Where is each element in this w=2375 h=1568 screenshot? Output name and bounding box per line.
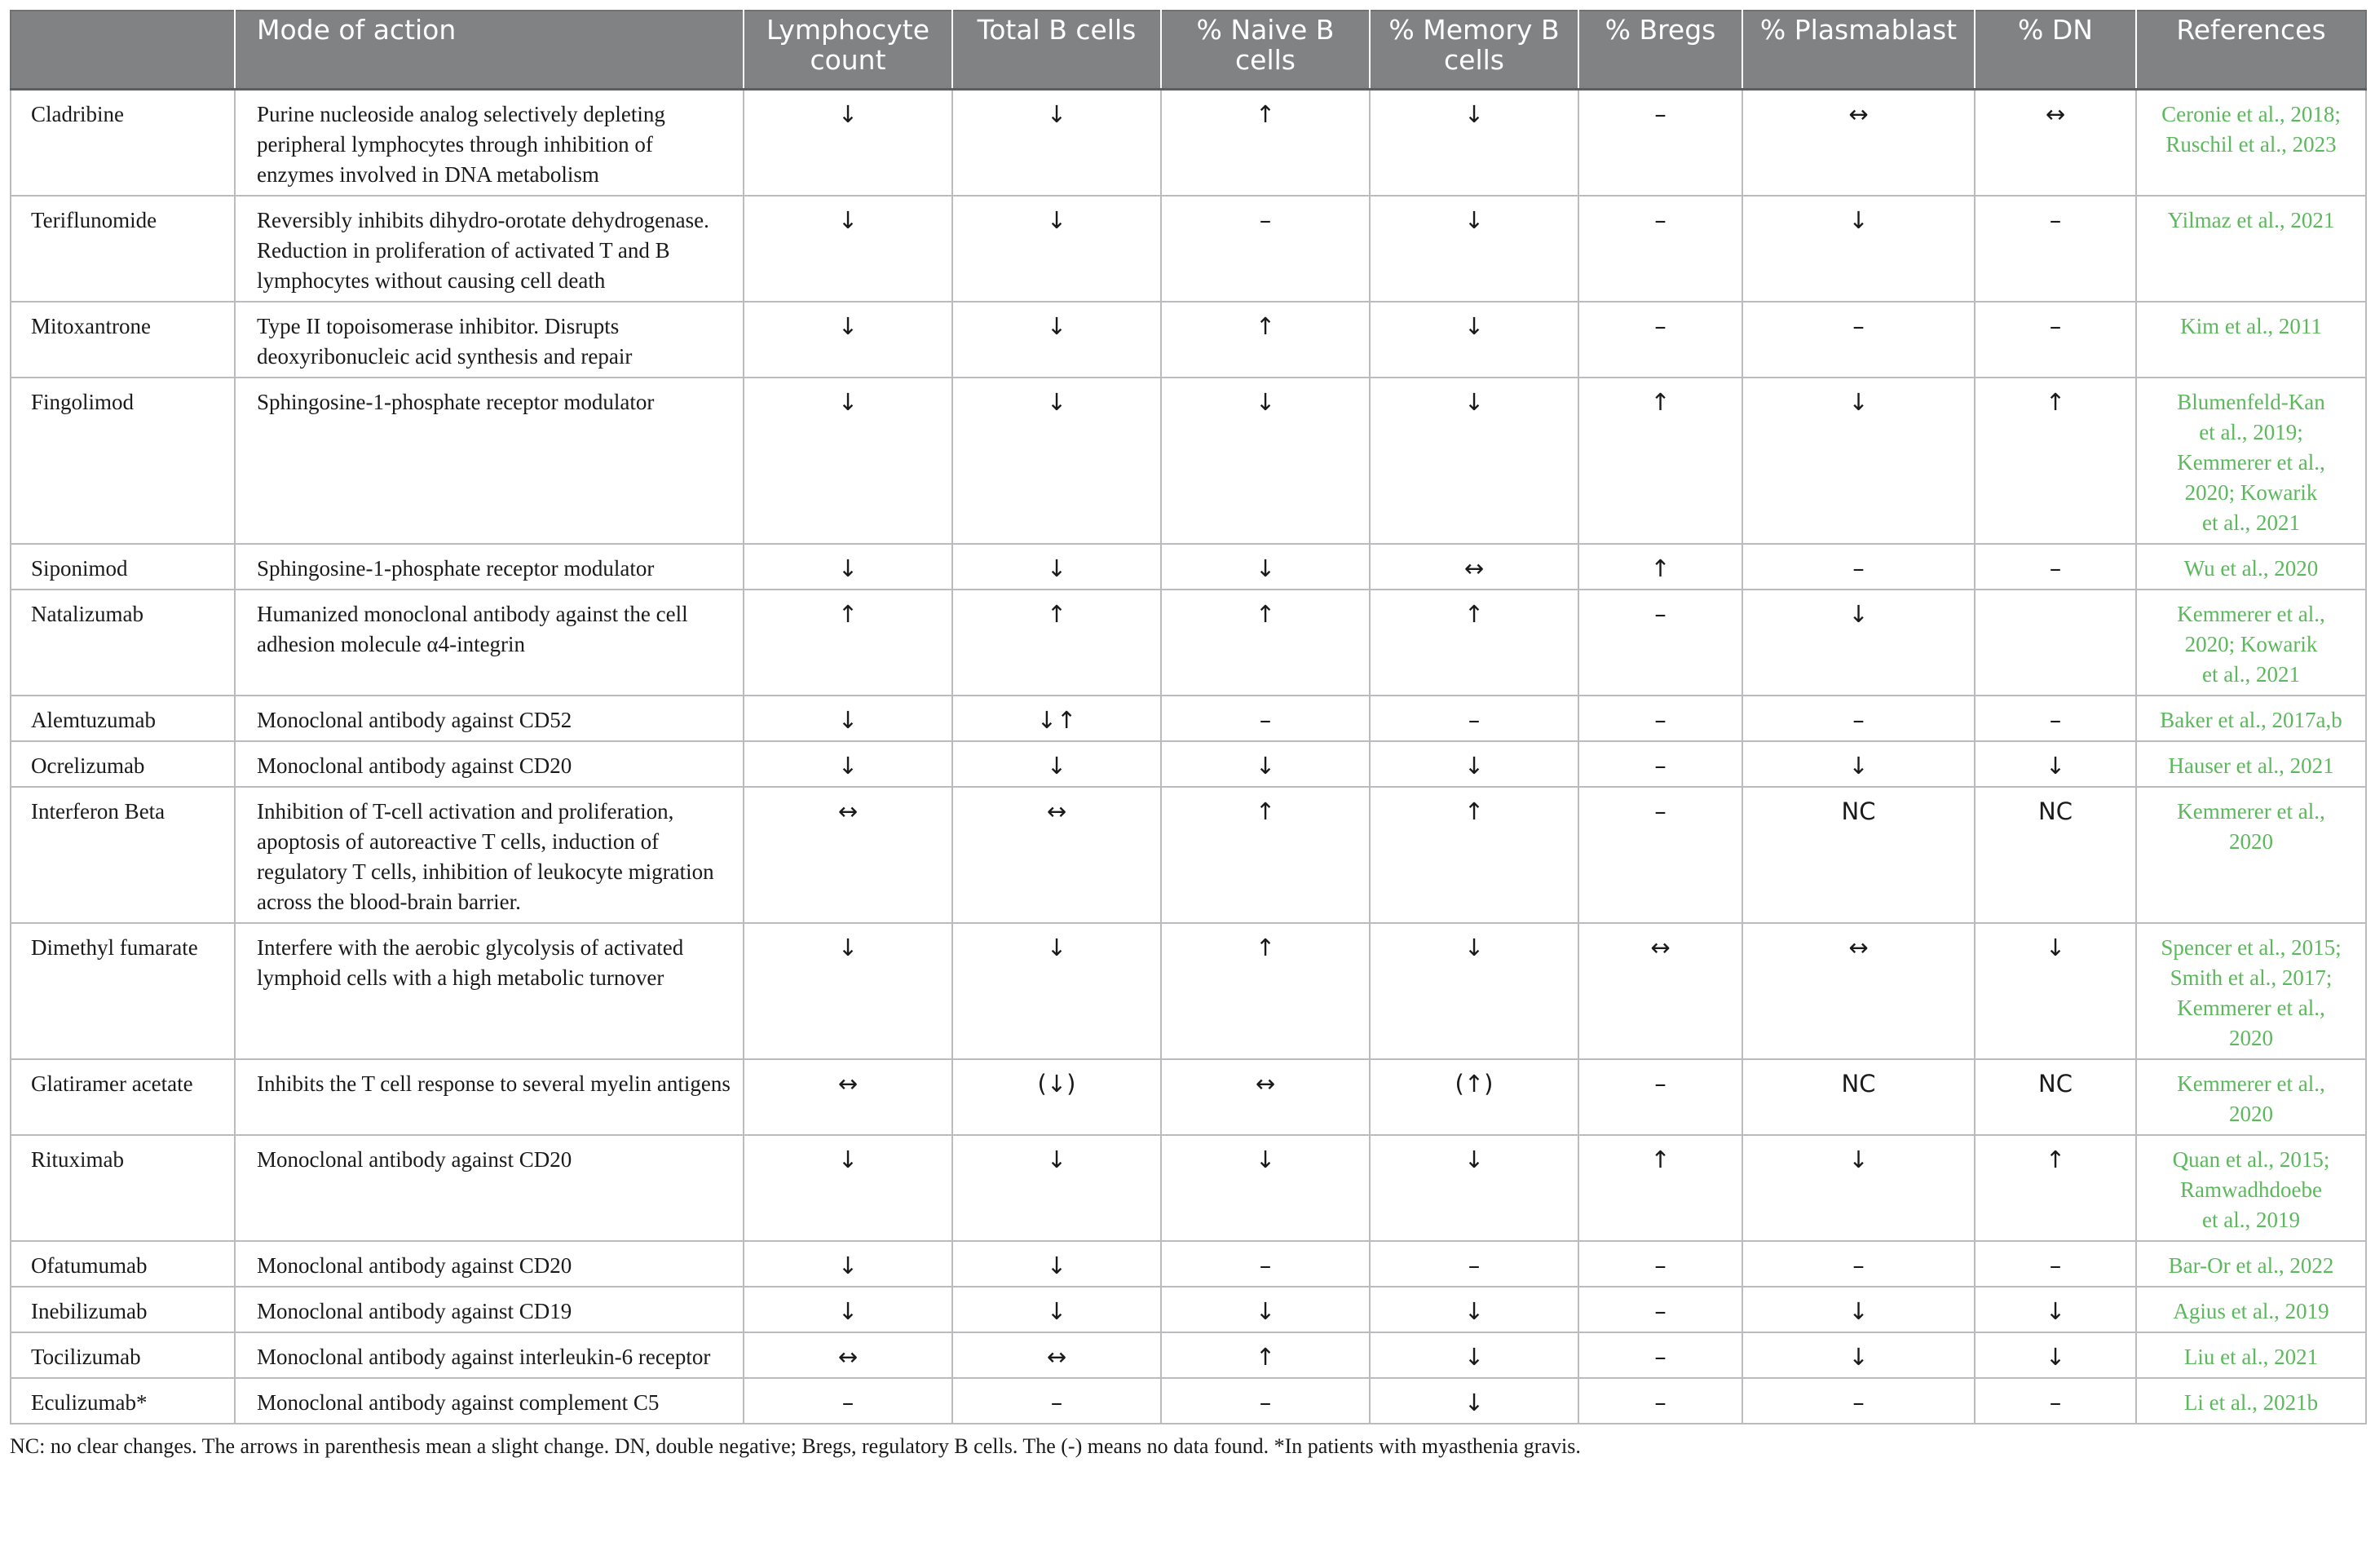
naive-b-cell: – — [1161, 196, 1370, 302]
mode-of-action-cell: Humanized monoclonal antibody against the cell adhesion molecule α4-integrin — [235, 590, 744, 696]
lymphocyte-cell: ↔ — [744, 1332, 952, 1378]
plasmablast-cell: ↓ — [1742, 196, 1975, 302]
lymphocyte-cell: ↓ — [744, 1241, 952, 1287]
reference-link[interactable]: Wu et al., 2020 — [2183, 556, 2319, 581]
references-cell — [2136, 590, 2366, 696]
dn-cell: – — [1975, 196, 2136, 302]
drug-name-cell: Siponimod — [11, 544, 235, 590]
table-row — [11, 590, 2366, 696]
header-naive-b-cells: % Naive B cells — [1161, 11, 1370, 90]
reference-link[interactable]: 2020 — [2229, 1026, 2273, 1050]
naive-b-cell: ↑ — [1161, 90, 1370, 197]
memory-b-cell: ↓ — [1370, 741, 1578, 787]
plasmablast-cell: ↔ — [1742, 90, 1975, 197]
memory-b-cell: ↓ — [1370, 196, 1578, 302]
naive-b-cell: ↑ — [1161, 787, 1370, 923]
mode-of-action-cell: Interfere with the aerobic glycolysis of activated lymphoid cells with a high metabolic turnover — [235, 923, 744, 1059]
references-cell — [2136, 787, 2366, 923]
references-cell — [2136, 923, 2366, 1059]
table-body — [11, 90, 2366, 1424]
memory-b-cell: ↓ — [1370, 378, 1578, 544]
naive-b-cell: ↓ — [1161, 1287, 1370, 1332]
dn-cell: – — [1975, 1378, 2136, 1424]
mode-of-action-cell: Monoclonal antibody against complement C5 — [235, 1378, 744, 1424]
reference-link[interactable]: Kemmerer et al., — [2177, 450, 2325, 475]
mode-of-action-cell: Monoclonal antibody against CD20 — [235, 741, 744, 787]
header-references: References — [2136, 11, 2366, 90]
naive-b-cell: ↑ — [1161, 1332, 1370, 1378]
plasmablast-cell: – — [1742, 1378, 1975, 1424]
drug-name-cell: Alemtuzumab — [11, 696, 235, 741]
mode-of-action-cell: Purine nucleoside analog selectively depleting peripheral lymphocytes through inhibition of enzymes involved in DNA metabolism — [235, 90, 744, 197]
references-cell — [2136, 302, 2366, 378]
total-b-cell: ↔ — [952, 1332, 1161, 1378]
memory-b-cell: (↑) — [1370, 1059, 1578, 1135]
header-bregs: % Bregs — [1578, 11, 1742, 90]
header-memory-b-cells: % Memory B cells — [1370, 11, 1578, 90]
mode-of-action-cell: Monoclonal antibody against CD19 — [235, 1287, 744, 1332]
plasmablast-cell: – — [1742, 544, 1975, 590]
memory-b-cell: – — [1370, 1241, 1578, 1287]
lymphocyte-cell: ↓ — [744, 696, 952, 741]
references-cell — [2136, 741, 2366, 787]
reference-link[interactable]: et al., 2021 — [2202, 510, 2300, 535]
references-cell — [2136, 1332, 2366, 1378]
bregs-cell: – — [1578, 590, 1742, 696]
bregs-cell: ↔ — [1578, 923, 1742, 1059]
reference-link[interactable]: Kemmerer et al., — [2177, 1071, 2325, 1096]
reference-link[interactable]: 2020 — [2229, 1102, 2273, 1126]
reference-link[interactable]: 2020; Kowarik — [2184, 480, 2318, 505]
drug-name-cell: Rituximab — [11, 1135, 235, 1241]
reference-link[interactable]: 2020 — [2229, 829, 2273, 854]
drug-name-cell: Interferon Beta — [11, 787, 235, 923]
lymphocyte-cell: ↑ — [744, 590, 952, 696]
bregs-cell: – — [1578, 1332, 1742, 1378]
dn-cell: ↓ — [1975, 923, 2136, 1059]
bregs-cell: – — [1578, 302, 1742, 378]
naive-b-cell: ↑ — [1161, 923, 1370, 1059]
reference-link[interactable]: Kim et al., 2011 — [2180, 314, 2322, 338]
table-footnote: NC: no clear changes. The arrows in parenthesis mean a slight change. DN, double negative; Bregs, regulatory B cells. The (-) means no data found. *In patients with myasthenia gravis. — [10, 1434, 1581, 1458]
dn-cell: ↑ — [1975, 1135, 2136, 1241]
memory-b-cell: ↓ — [1370, 923, 1578, 1059]
reference-link[interactable]: Blumenfeld-Kan — [2177, 390, 2325, 414]
bregs-cell: – — [1578, 787, 1742, 923]
bregs-cell: ↑ — [1578, 544, 1742, 590]
reference-link[interactable]: et al., 2019; — [2199, 420, 2303, 444]
bregs-cell: – — [1578, 1287, 1742, 1332]
references-cell — [2136, 378, 2366, 544]
drug-name-cell: Inebilizumab — [11, 1287, 235, 1332]
reference-link[interactable]: Li et al., 2021b — [2183, 1390, 2319, 1415]
dn-cell: – — [1975, 1241, 2136, 1287]
bregs-cell: ↑ — [1578, 1135, 1742, 1241]
reference-link[interactable]: Ceronie et al., 2018; — [2161, 102, 2341, 126]
memory-b-cell: ↓ — [1370, 1287, 1578, 1332]
mode-of-action-cell: Reversibly inhibits dihydro-orotate dehydrogenase. Reduction in proliferation of activated T and B lymphocytes without causing cell death — [235, 196, 744, 302]
bregs-cell: – — [1578, 1241, 1742, 1287]
memory-b-cell: ↓ — [1370, 1332, 1578, 1378]
drug-name-cell: Dimethyl fumarate — [11, 923, 235, 1059]
lymphocyte-cell: ↓ — [744, 90, 952, 197]
memory-b-cell: – — [1370, 696, 1578, 741]
references-cell — [2136, 1135, 2366, 1241]
total-b-cell: – — [952, 1378, 1161, 1424]
lymphocyte-cell: ↓ — [744, 302, 952, 378]
references-cell — [2136, 1059, 2366, 1135]
lymphocyte-cell: ↓ — [744, 544, 952, 590]
dn-cell — [1975, 590, 2136, 696]
references-cell — [2136, 90, 2366, 197]
lymphocyte-cell: ↓ — [744, 196, 952, 302]
reference-link[interactable]: et al., 2021 — [2202, 662, 2300, 687]
header-dn: % DN — [1975, 11, 2136, 90]
plasmablast-cell: NC — [1742, 1059, 1975, 1135]
total-b-cell: ↓ — [952, 196, 1161, 302]
references-cell — [2136, 196, 2366, 302]
naive-b-cell: ↓ — [1161, 1135, 1370, 1241]
total-b-cell: ↓ — [952, 378, 1161, 544]
table-row — [11, 1241, 2366, 1287]
lymphocyte-cell: ↔ — [744, 787, 952, 923]
dn-cell: ↓ — [1975, 741, 2136, 787]
reference-link[interactable]: Liu et al., 2021 — [2183, 1345, 2319, 1369]
plasmablast-cell: ↓ — [1742, 590, 1975, 696]
reference-link[interactable]: Baker et al., 2017a,b — [2160, 708, 2342, 732]
dn-cell: – — [1975, 696, 2136, 741]
table-row — [11, 196, 2366, 302]
naive-b-cell: ↓ — [1161, 544, 1370, 590]
bregs-cell: – — [1578, 696, 1742, 741]
table-row — [11, 696, 2366, 741]
drug-name-cell: Natalizumab — [11, 590, 235, 696]
total-b-cell: ↓ — [952, 1135, 1161, 1241]
drug-name-cell: Ofatumumab — [11, 1241, 235, 1287]
table-row — [11, 787, 2366, 923]
table-header — [11, 11, 2366, 90]
references-cell — [2136, 1378, 2366, 1424]
bregs-cell: – — [1578, 741, 1742, 787]
memory-b-cell: ↑ — [1370, 787, 1578, 923]
drug-name-cell: Mitoxantrone — [11, 302, 235, 378]
reference-link[interactable]: Kemmerer et al., — [2177, 799, 2325, 824]
reference-link[interactable]: Kemmerer et al., — [2177, 602, 2325, 626]
lymphocyte-cell: ↓ — [744, 741, 952, 787]
mode-of-action-cell: Monoclonal antibody against CD20 — [235, 1241, 744, 1287]
naive-b-cell: – — [1161, 1241, 1370, 1287]
b-cell-therapy-table — [10, 10, 2367, 1424]
plasmablast-cell: ↔ — [1742, 923, 1975, 1059]
plasmablast-cell: – — [1742, 302, 1975, 378]
mode-of-action-cell: Monoclonal antibody against interleukin-6 receptor — [235, 1332, 744, 1378]
bregs-cell: – — [1578, 196, 1742, 302]
memory-b-cell: ↑ — [1370, 590, 1578, 696]
table-row — [11, 90, 2366, 197]
table-row — [11, 1135, 2366, 1241]
lymphocyte-cell: ↓ — [744, 378, 952, 544]
lymphocyte-cell: ↓ — [744, 1135, 952, 1241]
dn-cell: ↓ — [1975, 1332, 2136, 1378]
memory-b-cell: ↓ — [1370, 90, 1578, 197]
reference-link[interactable]: Bar-Or et al., 2022 — [2168, 1253, 2334, 1278]
naive-b-cell: – — [1161, 1378, 1370, 1424]
mode-of-action-cell: Monoclonal antibody against CD52 — [235, 696, 744, 741]
lymphocyte-cell: ↔ — [744, 1059, 952, 1135]
header-plasmablast: % Plasmablast — [1742, 11, 1975, 90]
total-b-cell: ↓↑ — [952, 696, 1161, 741]
lymphocyte-cell: ↓ — [744, 923, 952, 1059]
table-row — [11, 1059, 2366, 1135]
reference-link[interactable]: 2020; Kowarik — [2184, 632, 2318, 656]
total-b-cell: ↔ — [952, 787, 1161, 923]
bregs-cell: – — [1578, 90, 1742, 197]
naive-b-cell: ↓ — [1161, 741, 1370, 787]
memory-b-cell: ↓ — [1370, 302, 1578, 378]
table-row — [11, 544, 2366, 590]
naive-b-cell: ↓ — [1161, 378, 1370, 544]
reference-link[interactable]: Agius et al., 2019 — [2173, 1299, 2329, 1323]
references-cell — [2136, 1241, 2366, 1287]
naive-b-cell: ↑ — [1161, 302, 1370, 378]
plasmablast-cell: ↓ — [1742, 1135, 1975, 1241]
dn-cell: ↔ — [1975, 90, 2136, 197]
header-total-b-cells: Total B cells — [952, 11, 1161, 90]
drug-name-cell: Eculizumab* — [11, 1378, 235, 1424]
memory-b-cell: ↓ — [1370, 1135, 1578, 1241]
total-b-cell: ↓ — [952, 741, 1161, 787]
drug-name-cell: Ocrelizumab — [11, 741, 235, 787]
dn-cell: ↑ — [1975, 378, 2136, 544]
dn-cell: – — [1975, 302, 2136, 378]
mode-of-action-cell: Monoclonal antibody against CD20 — [235, 1135, 744, 1241]
table-row — [11, 1378, 2366, 1424]
reference-link[interactable]: Ruschil et al., 2023 — [2165, 132, 2337, 157]
mode-of-action-cell: Sphingosine-1-phosphate receptor modulator — [235, 378, 744, 544]
total-b-cell: ↓ — [952, 302, 1161, 378]
dn-cell: NC — [1975, 1059, 2136, 1135]
references-cell — [2136, 696, 2366, 741]
mode-of-action-cell: Inhibits the T cell response to several myelin antigens — [235, 1059, 744, 1135]
total-b-cell: ↓ — [952, 544, 1161, 590]
lymphocyte-cell: ↓ — [744, 1287, 952, 1332]
bregs-cell: – — [1578, 1059, 1742, 1135]
dn-cell: ↓ — [1975, 1287, 2136, 1332]
plasmablast-cell: – — [1742, 1241, 1975, 1287]
dn-cell: – — [1975, 544, 2136, 590]
reference-link[interactable]: Spencer et al., 2015; — [2161, 935, 2342, 960]
drug-name-cell: Teriflunomide — [11, 196, 235, 302]
reference-link[interactable]: Quan et al., 2015; — [2172, 1147, 2330, 1172]
table-row — [11, 741, 2366, 787]
table-container — [10, 10, 2365, 1459]
naive-b-cell: ↑ — [1161, 590, 1370, 696]
total-b-cell: ↓ — [952, 923, 1161, 1059]
dn-cell: NC — [1975, 787, 2136, 923]
drug-name-cell: Glatiramer acetate — [11, 1059, 235, 1135]
total-b-cell: ↑ — [952, 590, 1161, 696]
table-row — [11, 1332, 2366, 1378]
total-b-cell: ↓ — [952, 1241, 1161, 1287]
plasmablast-cell: ↓ — [1742, 741, 1975, 787]
plasmablast-cell: ↓ — [1742, 1332, 1975, 1378]
bregs-cell: ↑ — [1578, 378, 1742, 544]
header-lymphocyte-count: Lymphocyte count — [744, 11, 952, 90]
total-b-cell: ↓ — [952, 1287, 1161, 1332]
table-row — [11, 1287, 2366, 1332]
references-cell — [2136, 1287, 2366, 1332]
plasmablast-cell: NC — [1742, 787, 1975, 923]
mode-of-action-cell: Type II topoisomerase inhibitor. Disrupts deoxyribonucleic acid synthesis and repair — [235, 302, 744, 378]
table-row — [11, 378, 2366, 544]
references-cell — [2136, 544, 2366, 590]
memory-b-cell: ↓ — [1370, 1378, 1578, 1424]
table-row — [11, 302, 2366, 378]
plasmablast-cell: – — [1742, 696, 1975, 741]
memory-b-cell: ↔ — [1370, 544, 1578, 590]
reference-link[interactable]: et al., 2019 — [2202, 1208, 2300, 1232]
drug-name-cell: Fingolimod — [11, 378, 235, 544]
drug-name-cell: Cladribine — [11, 90, 235, 197]
header-mode-of-action: Mode of action — [235, 11, 744, 90]
table-row — [11, 923, 2366, 1059]
reference-link[interactable]: Yilmaz et al., 2021 — [2167, 208, 2335, 232]
reference-link[interactable]: Ramwadhdoebe — [2180, 1177, 2322, 1202]
naive-b-cell: ↔ — [1161, 1059, 1370, 1135]
reference-link[interactable]: Smith et al., 2017; — [2170, 965, 2333, 990]
naive-b-cell: – — [1161, 696, 1370, 741]
total-b-cell: ↓ — [952, 90, 1161, 197]
mode-of-action-cell: Sphingosine-1-phosphate receptor modulator — [235, 544, 744, 590]
lymphocyte-cell: – — [744, 1378, 952, 1424]
header-row — [11, 11, 2366, 90]
plasmablast-cell: ↓ — [1742, 378, 1975, 544]
reference-link[interactable]: Hauser et al., 2021 — [2168, 753, 2334, 778]
bregs-cell: – — [1578, 1378, 1742, 1424]
header-drug — [11, 11, 235, 90]
mode-of-action-cell: Inhibition of T-cell activation and proliferation, apoptosis of autoreactive T cells, induction of regulatory T cells, inhibition of leukocyte migration across the blood-brain barrier. — [235, 787, 744, 923]
drug-name-cell: Tocilizumab — [11, 1332, 235, 1378]
total-b-cell: (↓) — [952, 1059, 1161, 1135]
reference-link[interactable]: Kemmerer et al., — [2177, 996, 2325, 1020]
plasmablast-cell: ↓ — [1742, 1287, 1975, 1332]
